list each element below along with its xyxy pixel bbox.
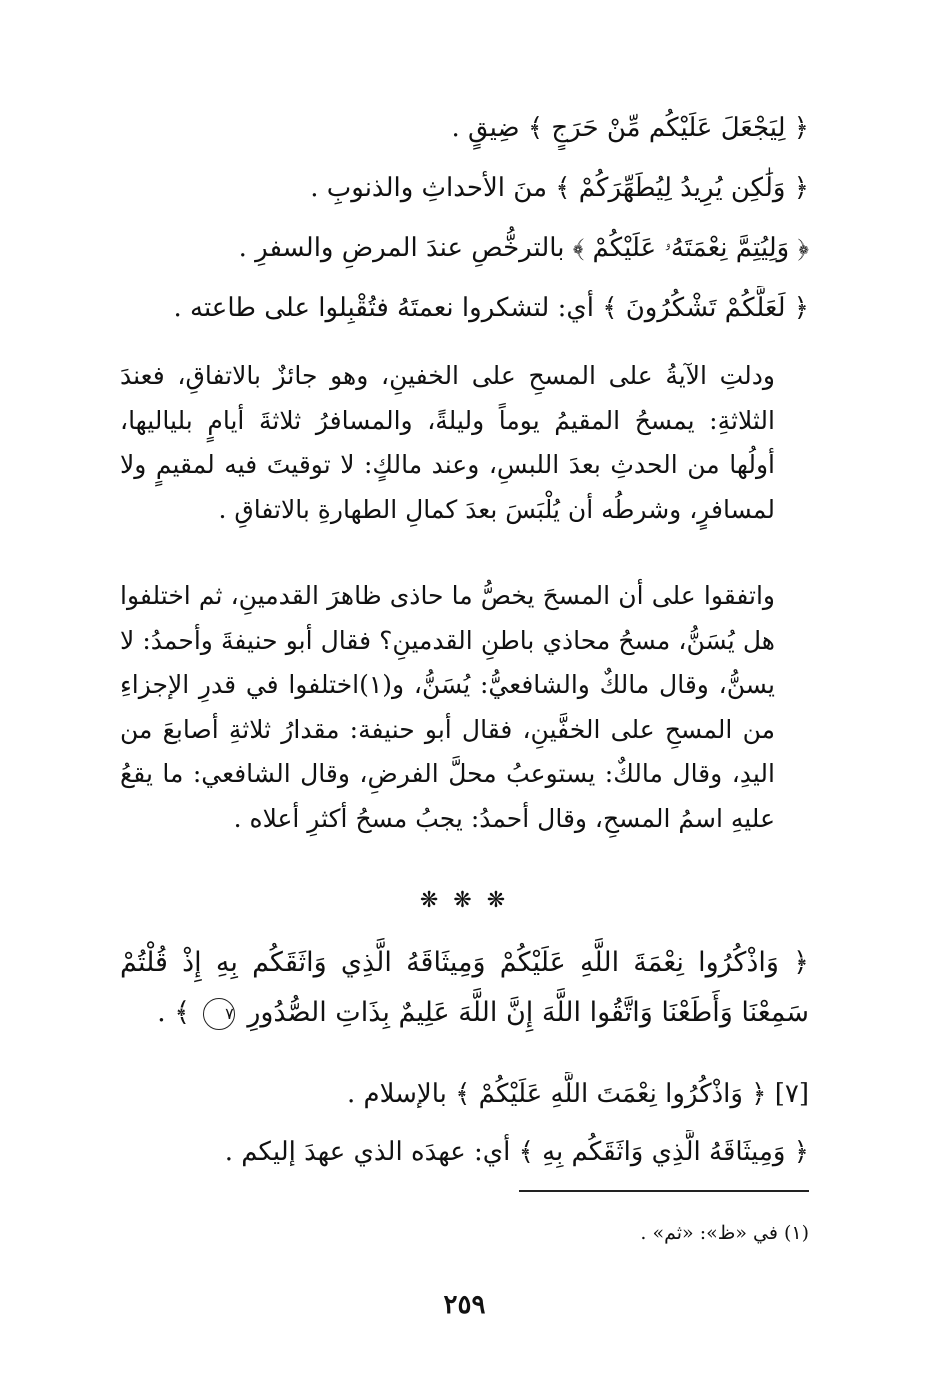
verse-text: ﴿ وَاذْكُرُوا نِعْمَةَ اللَّهِ عَلَيْكُمْ وَمِيثَاقَهُ الَّذِي وَاثَقَكُم بِهِ إِذْ قُلْتُمْ سَمِعْنَا وَأَطَعْنَا وَاتَّقُوا اللَّهَ إِنَّ اللَّهَ عَلِيمٌ بِذَاتِ الصُّدُورِ [120, 947, 809, 1028]
tafsir-bottom-block [120, 1072, 809, 1174]
tafsir-line: ﴿ وَمِيثَاقَهُ الَّذِي وَاثَقَكُم بِهِ ﴾ أي: عهدَه الذي عهدَ إليكم . [224, 1137, 809, 1167]
verse-close: ﴾ . [157, 997, 191, 1028]
footnote-divider [519, 1190, 809, 1192]
paragraph-khuff-extent [120, 574, 809, 841]
section-separator: ❋ ❋ ❋ [419, 888, 510, 913]
quran-verse [120, 938, 809, 1038]
tafsir-line: ﴿ لِيَجْعَلَ عَلَيْكُم مِّنْ حَرَجٍ ﴾ ضِيقٍ . [451, 113, 809, 143]
paragraph-text: واتفقوا على أن المسحَ يخصُّ ما حاذى ظاهرَ القدمينِ، ثم اختلفوا هل يُسَنُّ، مسحُ محاذي باطنِ القدمينِ؟ فقال أبو حنيفةَ وأحمدُ: لا يسنُّ، وقال مالكٌ والشافعيُّ: يُسَنُّ، و(١)اختلفوا في قدرِ الإجزاءِ من المسحِ على الخفَّينِ، فقال أبو حنيفة: مقدارُ ثلاثةِ أصابعَ من اليدِ، وقال مالكٌ: يستوعبُ محلَّ الفرضِ، وقال الشافعي: ما يقعُ عليهِ اسمُ المسحِ، وقال أحمدُ: يجبُ مسحُ أكثرِ أعلاه . [120, 581, 775, 833]
paragraph-khuff-ruling [120, 354, 809, 532]
tafsir-line: [٧] ﴿ وَاذْكُرُوا نِعْمَتَ اللَّهِ عَلَيْكُمْ ﴾ بالإسلام . [346, 1079, 809, 1109]
ayah-number-marker: ٧ [203, 998, 235, 1030]
footnote: (١) في «ظ»: «ثم» . [640, 1222, 809, 1244]
tafsir-line: ﴿ وَلَٰكِن يُرِيدُ لِيُطَهِّرَكُمْ ﴾ منَ الأحداثِ والذنوبِ . [310, 173, 809, 203]
page-number: ٢٥٩ [443, 1290, 486, 1320]
tafsir-line: ﴿ لَعَلَّكُمْ تَشْكُرُونَ ﴾ أي: لتشكروا نعمتَهُ فتُقْبِلوا على طاعته . [173, 293, 809, 323]
tafsir-top-block [120, 106, 809, 330]
tafsir-line: ﴿ وَلِيُتِمَّ نِعْمَتَهُۥ عَلَيْكُمْ ﴾ بالترخُّصِ عندَ المرضِ والسفرِ . [238, 233, 809, 263]
paragraph-text: ودلتِ الآيةُ على المسحِ على الخفينِ، وهو جائزٌ بالاتفاقِ، فعندَ الثلاثةِ: يمسحُ المقيمُ يوماً وليلةً، والمسافرُ ثلاثةَ أيامٍ بلياليها، أولُها من الحدثِ بعدَ اللبسِ، وعند مالكٍ: لا توقيتَ فيه لمقيمٍ ولا لمسافرٍ، وشرطُه أن يُلْبَسَ بعدَ كمالِ الطهارةِ بالاتفاقِ . [120, 361, 775, 524]
